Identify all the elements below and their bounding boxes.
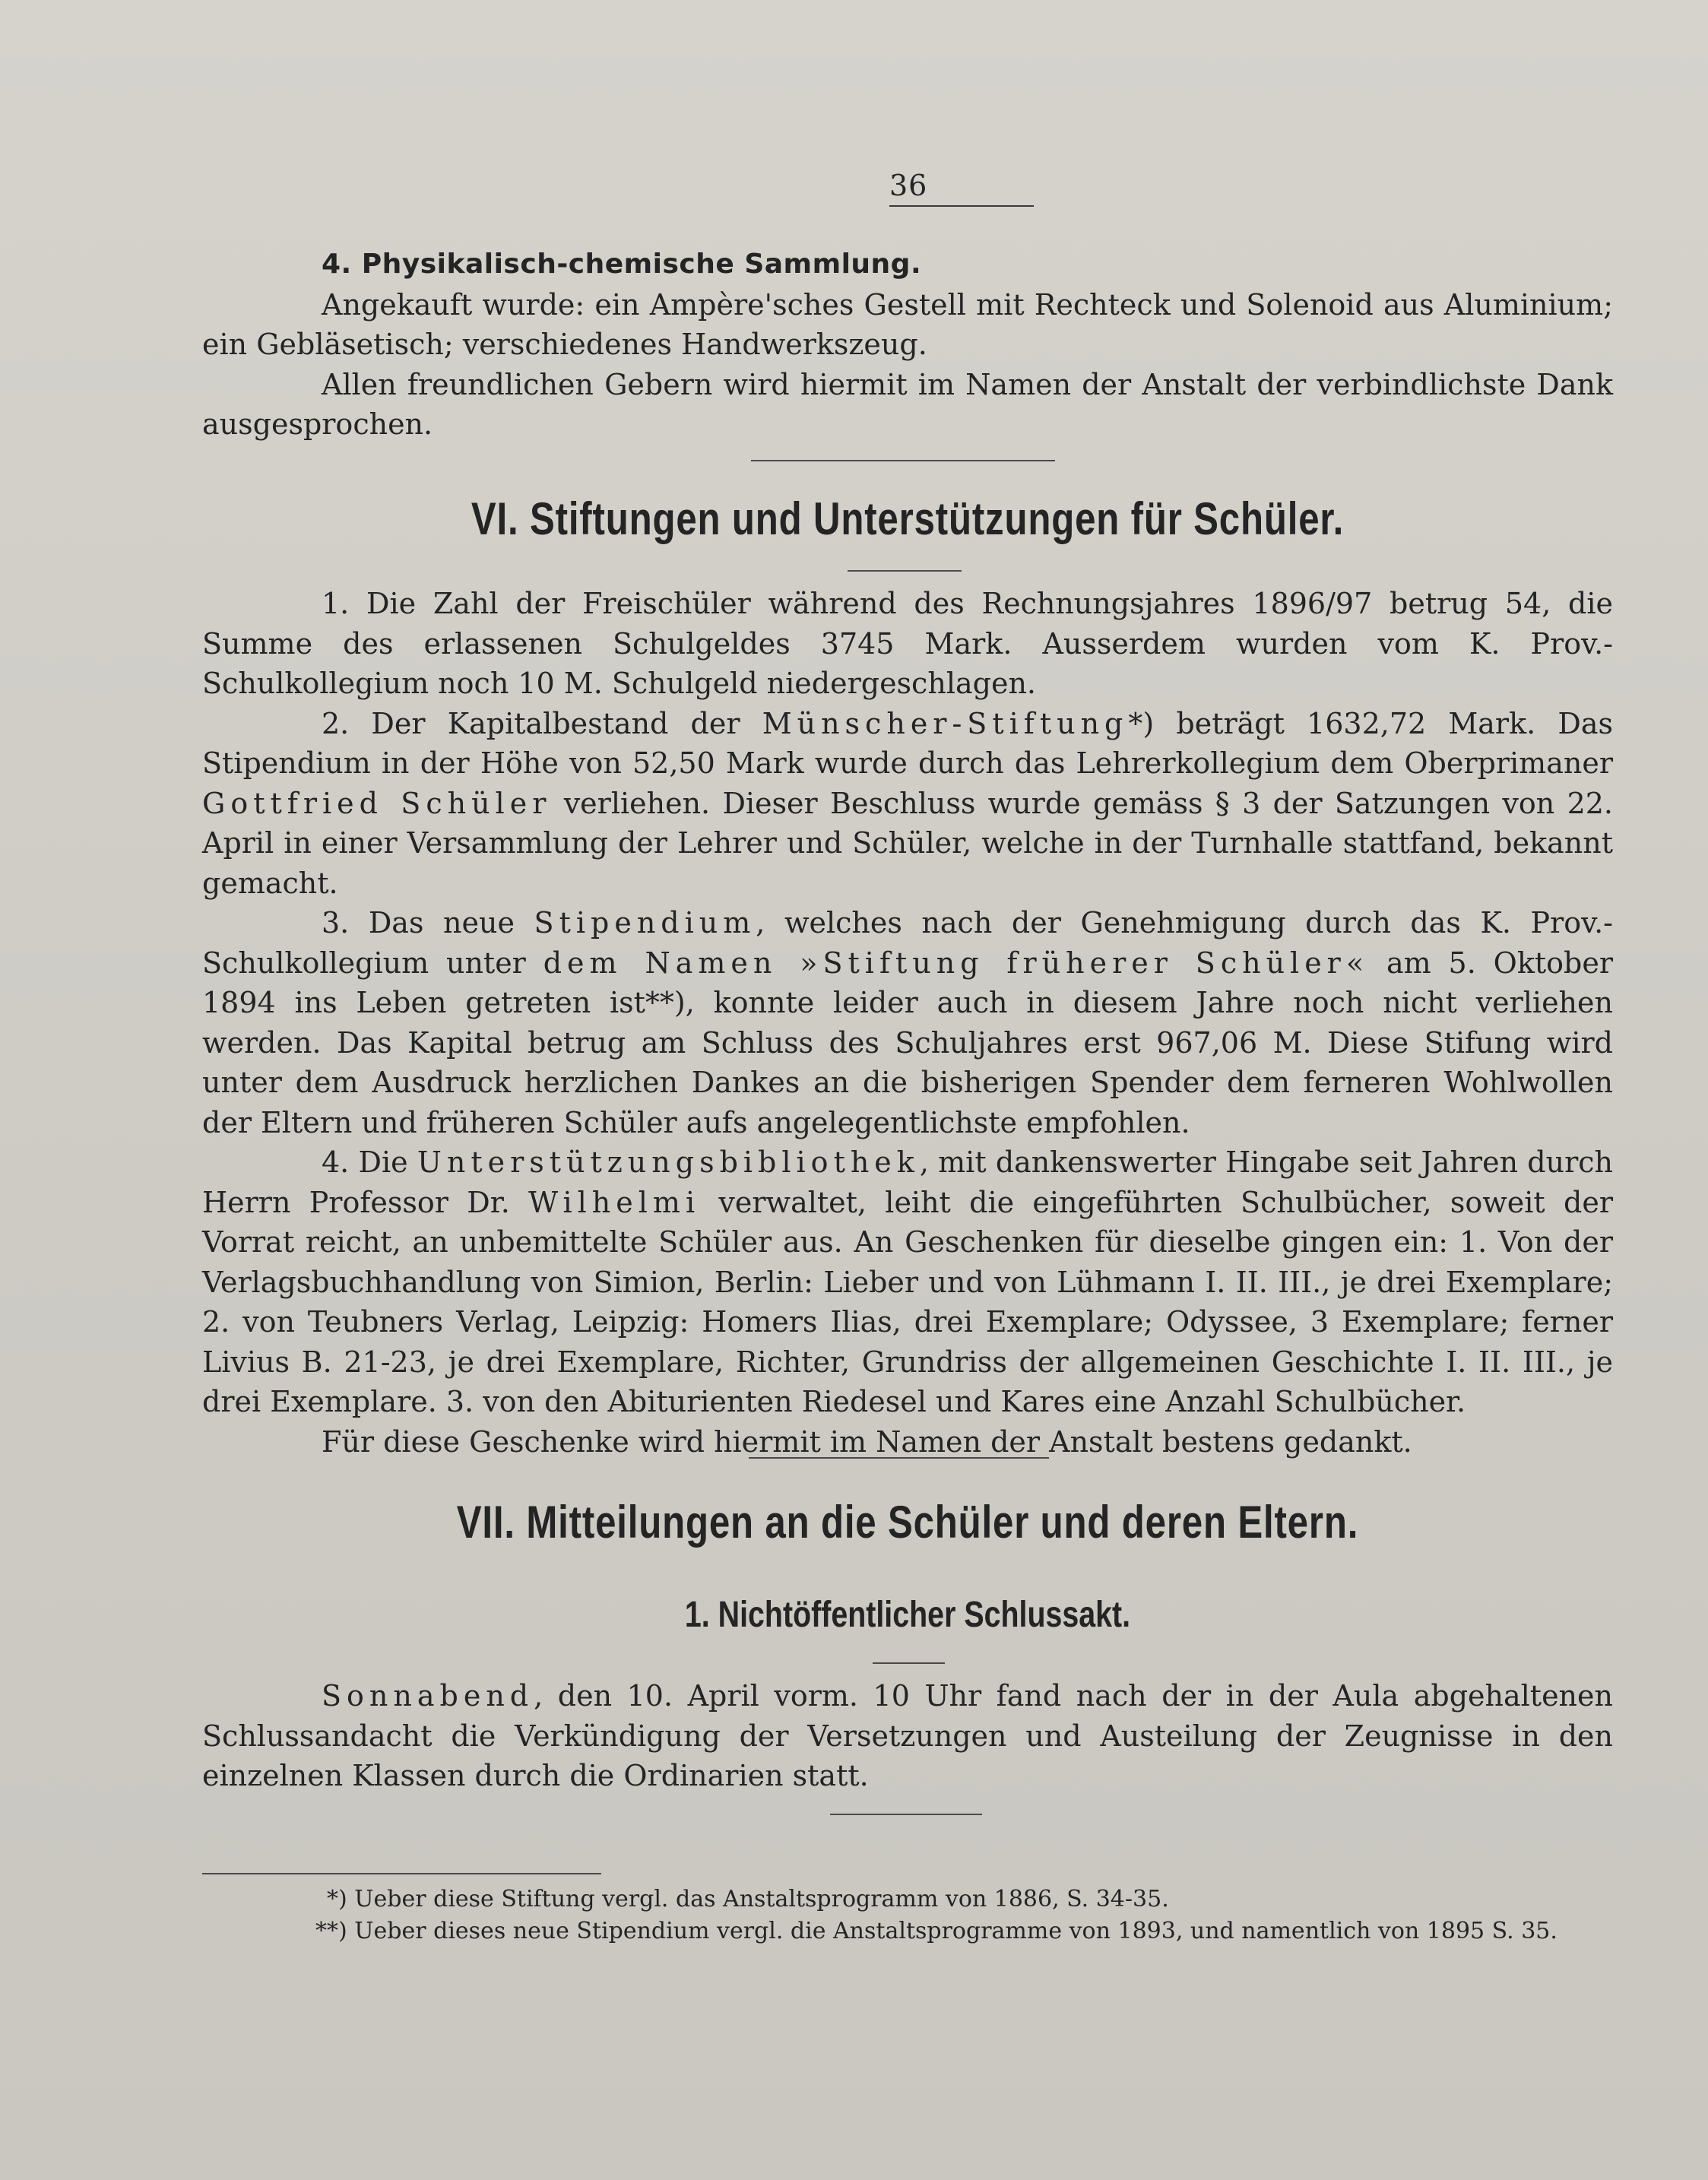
section-physics-collection xyxy=(202,243,1613,445)
footnote-rule xyxy=(202,1873,601,1874)
divider xyxy=(749,1457,1049,1459)
section-title: 4. Physikalisch-chemische Sammlung. xyxy=(322,249,922,280)
footnote-1: *) Ueber diese Stiftung vergl. das Anstaltsprogramm von 1886, S. 34-35. xyxy=(327,1886,1169,1912)
paragraph-item-1: 1. Die Zahl der Freischüler während des Rechnungsjahres 1896/97 betrug 54, die Summe des erlassenen Schulgeldes 3745 Mark. Ausserdem wurden vom K. Prov.-Schulkollegium noch 10 M. Schulgeld niedergeschlagen. xyxy=(202,587,1613,700)
chapter-vi-body xyxy=(202,584,1613,1462)
chapter-heading-vi: VI. Stiftungen und Unterstützungen für Schüler. xyxy=(471,493,1345,544)
page-number-rule xyxy=(889,205,1034,207)
chapter-vii-body xyxy=(202,1676,1613,1796)
divider xyxy=(830,1814,982,1815)
paragraph-item-2: 2. Der Kapitalbestand der Münscher-Stiftung*) beträgt 1632,72 Mark. Das Stipendium in der Höhe von 52,50 Mark wurde durch das Lehrerkollegium dem Oberprimaner Gottfried Schüler verliehen. Dieser Beschluss wurde gemäss § 3 der Satzungen von 22. April in einer Versammlung der Lehrer und Schüler, welche in der Turnhalle stattfand, bekannt gemacht. xyxy=(202,706,1614,900)
chapter-heading-vii: VII. Mitteilungen an die Schüler und deren Eltern. xyxy=(456,1497,1359,1548)
divider xyxy=(848,570,962,572)
paragraph: Angekauft wurde: ein Ampère'sches Gestell mit Rechteck und Solenoid aus Aluminium; ein Gebläsetisch; verschiedenes Handwerkszeug. xyxy=(202,287,1613,361)
footnote-2: **) Ueber dieses neue Stipendium vergl. die Anstaltsprogramme von 1893, und namentlich von 1895 S. 35. xyxy=(315,1918,1557,1944)
paragraph-item-3: 3. Das neue Stipendium, welches nach der Genehmigung durch das K. Prov.-Schulkollegium unter dem Namen »Stiftung früherer Schüler« am 5. Oktober 1894 ins Leben getreten ist**), konnte leider auch in diesem Jahre noch nicht verliehen werden. Das Kapital betrug am Schluss des Schuljahres erst 967,06 M. Diese Stifung wird unter dem Ausdruck herzlichen Dankes an die bisherigen Spender dem ferneren Wohlwollen der Eltern und früheren Schüler aufs angelegentlichste empfohlen. xyxy=(202,906,1613,1139)
paragraph: Allen freundlichen Gebern wird hiermit im Namen der Anstalt der verbindlichste Dank ausgesprochen. xyxy=(202,367,1613,441)
paragraph: Sonnabend, den 10. April vorm. 10 Uhr fand nach der in der Aula abgehaltenen Schlussandacht die Verkündigung der Versetzungen und Austeilung der Zeugnisse in den einzelnen Klassen durch die Ordinarien statt. xyxy=(202,1679,1613,1792)
paragraph-thanks: Für diese Geschenke wird hiermit im Namen der Anstalt bestens gedankt. xyxy=(322,1424,1412,1459)
divider xyxy=(873,1662,945,1664)
page-number: 36 xyxy=(889,169,928,202)
subheading-schlussakt: 1. Nichtöffentlicher Schlussakt. xyxy=(684,1595,1131,1635)
paragraph-item-4: 4. Die Unterstützungsbibliothek, mit dankenswerter Hingabe seit Jahren durch Herrn Professor Dr. Wilhelmi verwaltet, leiht die eingeführten Schulbücher, soweit der Vorrat reicht, an unbemittelte Schüler aus. An Geschenken für dieselbe gingen ein: 1. Von der Verlagsbuchhandlung von Simion, Berlin: Lieber und von Lühmann I. II. III., je drei Exemplare; 2. von Teubners Verlag, Leipzig: Homers Ilias, drei Exemplare; Odyssee, 3 Exemplare; ferner Livius B. 21-23, je drei Exemplare, Richter, Grundriss der allgemeinen Geschichte I. II. III., je drei Exemplare. 3. von den Abiturienten Riedesel und Kares eine Anzahl Schulbücher. xyxy=(202,1145,1613,1418)
divider xyxy=(751,460,1055,461)
